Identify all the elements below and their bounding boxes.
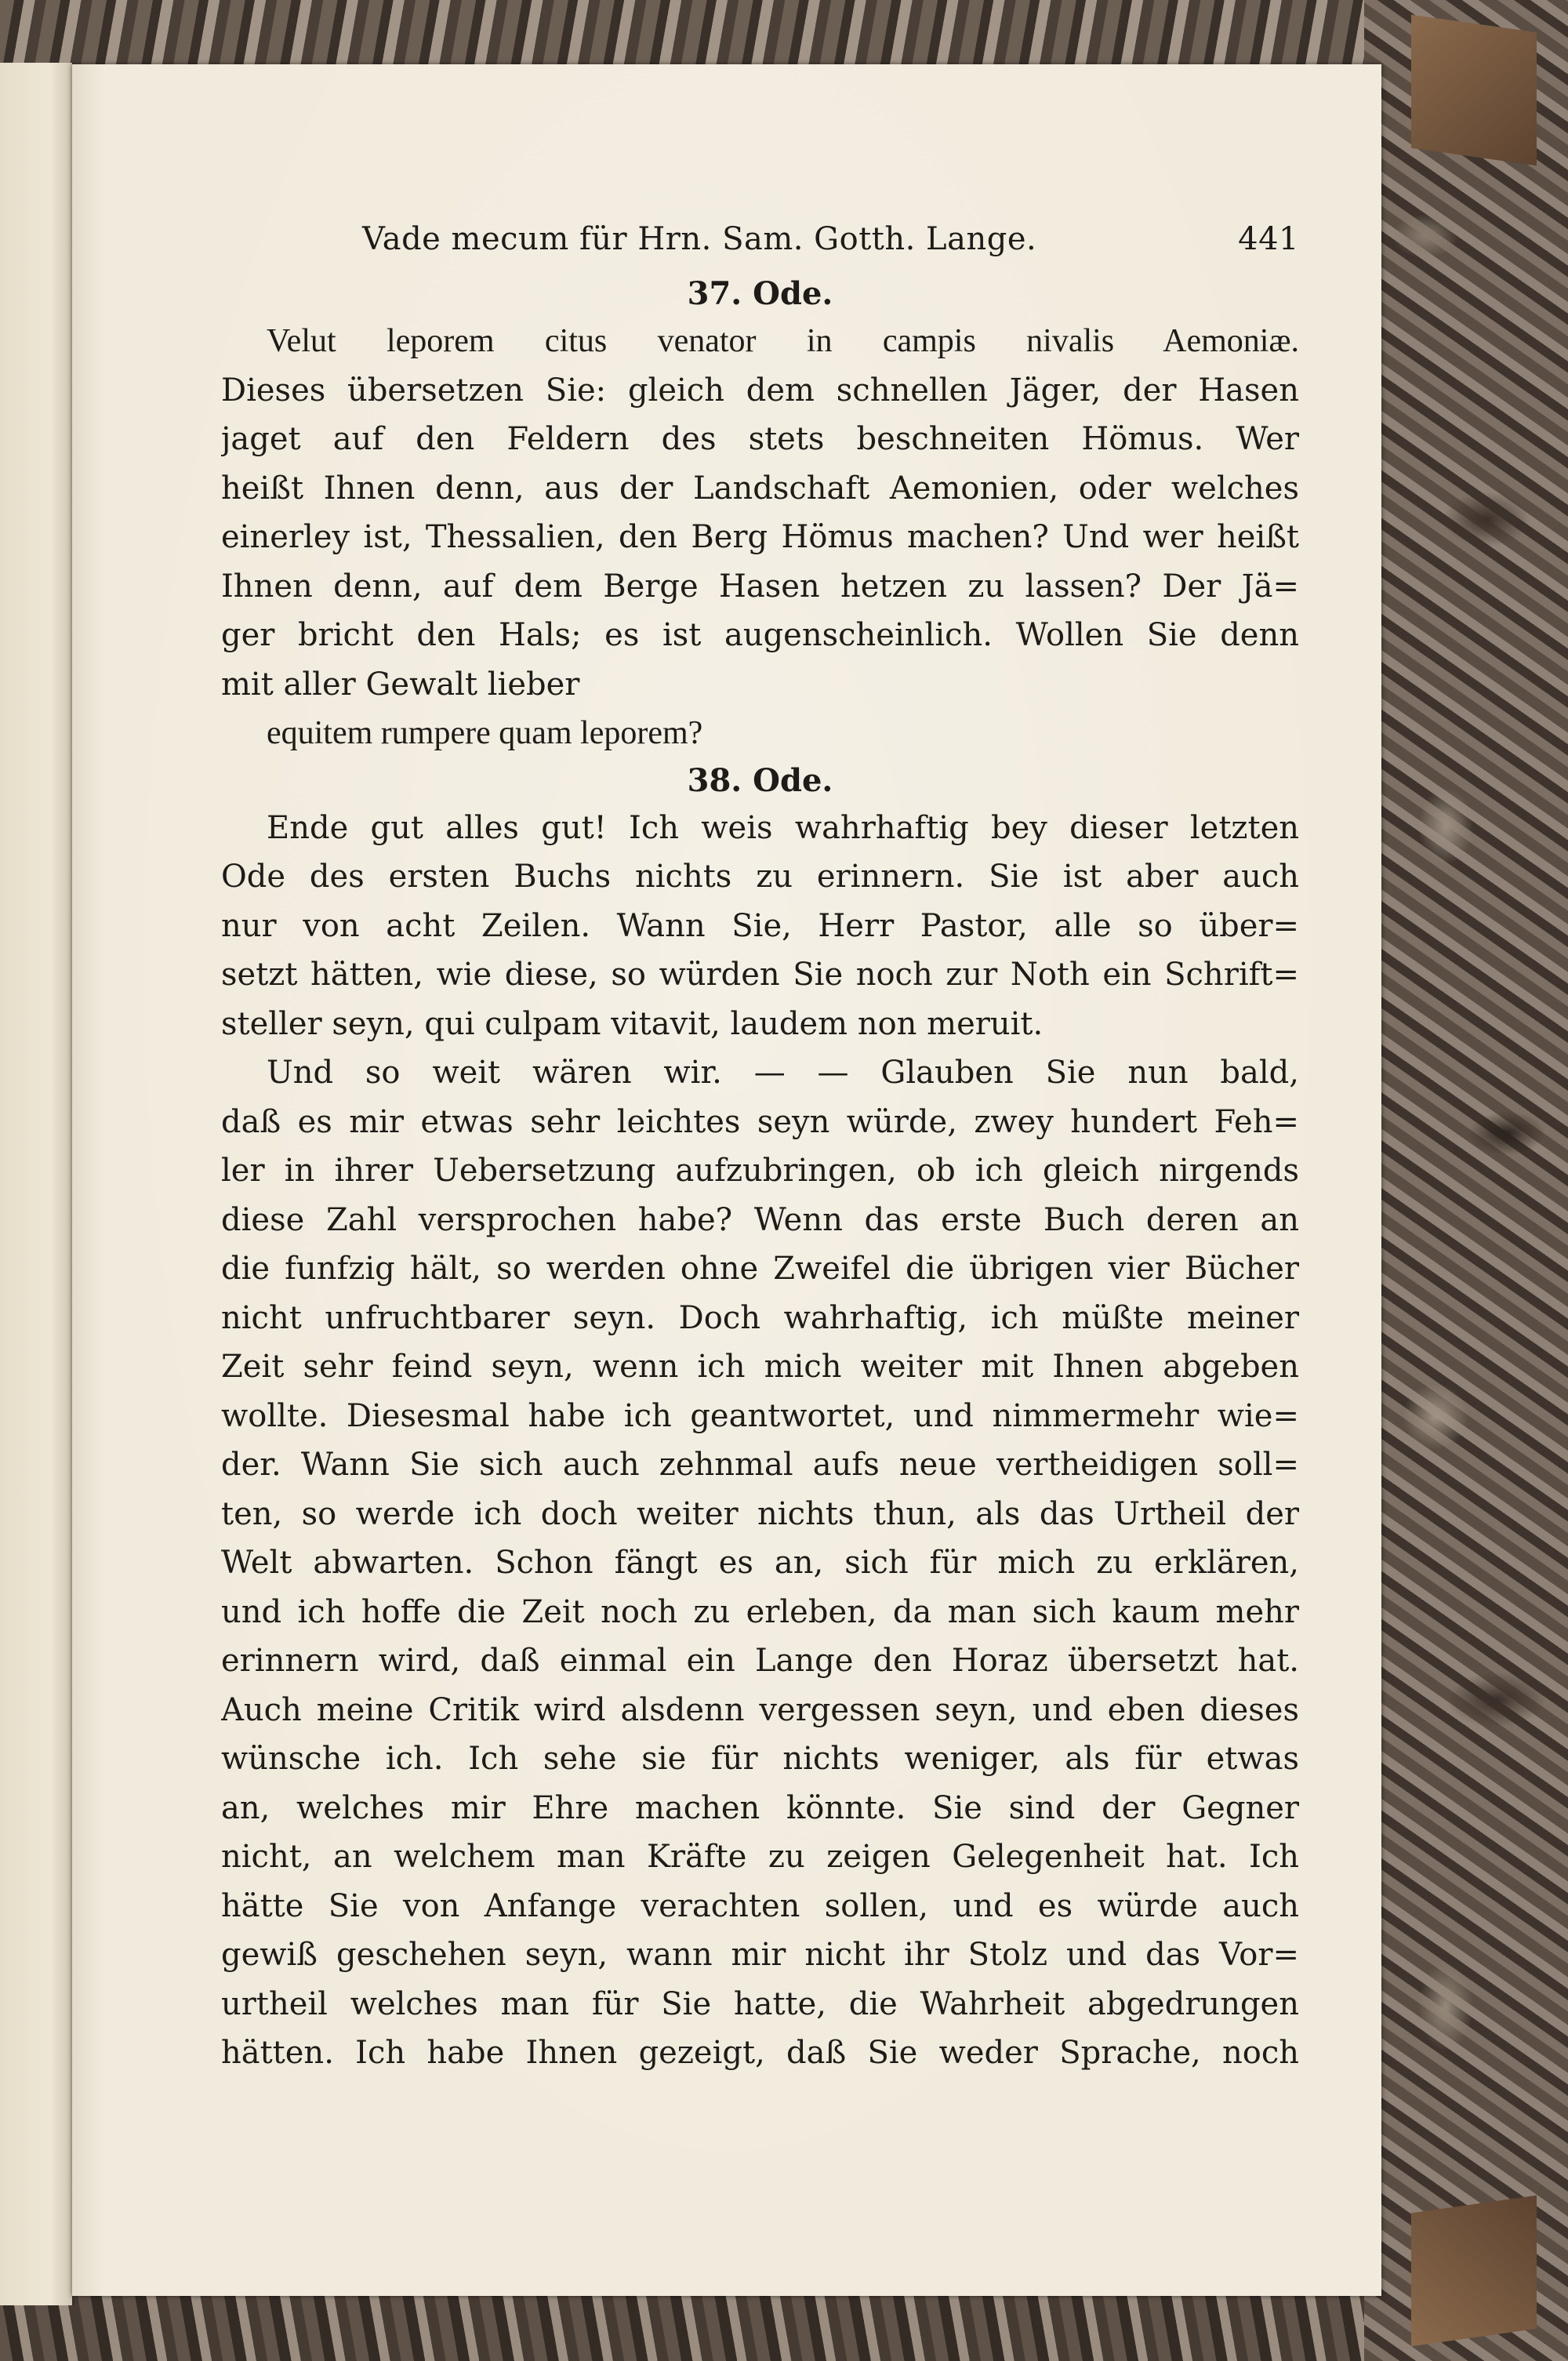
closing-line: hätten. Ich habe Ihnen gezeigt, daß Sie weder Sprache, noch [221, 2035, 1299, 2071]
ode-38-line: setzt hätten, wie diese, so würden Sie noch zur Noth ein Schrift= [221, 957, 1299, 993]
marbled-board-top [0, 0, 1568, 71]
closing-line: Welt abwarten. Schon fängt es an, sich für mich zu erklären, [221, 1545, 1299, 1581]
closing-line: nicht unfruchtbarer seyn. Doch wahrhaftig, ich müßte meiner [221, 1299, 1299, 1336]
marbled-board-right [1364, 0, 1568, 2361]
closing-line: und ich hoffe die Zeit noch zu erleben, da man sich kaum mehr [221, 1593, 1299, 1630]
closing-line: ten, so werde ich doch weiter nichts thun, als das Urtheil der [221, 1495, 1299, 1532]
closing-line: wünsche ich. Ich sehe sie für nichts weniger, als für etwas [221, 1741, 1299, 1777]
closing-line: daß es mir etwas sehr leichtes seyn würde, zwey hundert Feh= [221, 1103, 1299, 1140]
ode-37-line: einerley ist, Thessalien, den Berg Hömus machen? Und wer heißt [221, 519, 1299, 555]
closing-line: diese Zahl versprochen habe? Wenn das erste Buch deren an [221, 1201, 1299, 1238]
running-head [221, 221, 1299, 271]
ode-38-line: nur von acht Zeilen. Wann Sie, Herr Pastor, alle so über= [221, 907, 1299, 944]
ode-37-line: jaget auf den Feldern des stets beschneiten Hömus. Wer [221, 421, 1299, 457]
previous-page-edge [0, 63, 74, 2305]
closing-line: ler in ihrer Uebersetzung aufzubringen, ob ich gleich nirgends [221, 1153, 1299, 1189]
ode-38-heading: 38. Ode. [687, 761, 833, 799]
ode-37-quote: equitem rumpere quam leporem? [267, 715, 703, 751]
marbled-board-bottom [0, 2290, 1568, 2361]
closing-line: die funfzig hält, so werden ohne Zweifel die übrigen vier Bücher [221, 1251, 1299, 1287]
ode-38-line: Ende gut alles gut! Ich weis wahrhaftig bey dieser letzten [267, 809, 1299, 846]
page-text [221, 221, 1299, 2078]
leather-corner-bottom [1411, 2196, 1537, 2346]
closing-line: gewiß geschehen seyn, wann mir nicht ihr Stolz und das Vor= [221, 1937, 1299, 1973]
ode-38-line: steller seyn, qui culpam vitavit, laudem non meruit. [221, 1005, 1044, 1042]
closing-line: hätte Sie von Anfange verachten sollen, und es würde auch [221, 1887, 1299, 1924]
running-title: Vade mecum für Hrn. Sam. Gotth. Lange. [362, 221, 1037, 257]
ode-37-line: Ihnen denn, auf dem Berge Hasen hetzen zu lassen? Der Jä= [221, 568, 1299, 605]
book-page [72, 64, 1381, 2296]
ode-37-line: heißt Ihnen denn, aus der Landschaft Aemonien, oder welches [221, 470, 1299, 507]
closing-line: Und so weit wären wir. — — Glauben Sie nun bald, [267, 1055, 1299, 1091]
ode-37-heading: 37. Ode. [687, 275, 833, 312]
closing-line: Auch meine Critik wird alsdenn vergessen seyn, und eben dieses [221, 1691, 1299, 1728]
ode-38-line: Ode des ersten Buchs nichts zu erinnern. Sie ist aber auch [221, 859, 1299, 895]
closing-line: nicht, an welchem man Kräfte zu zeigen Gelegenheit hat. Ich [221, 1839, 1299, 1875]
closing-line: erinnern wird, daß einmal ein Lange den Horaz übersetzt hat. [221, 1643, 1299, 1679]
closing-line: wollte. Diesesmal habe ich geantwortet, und nimmermehr wie= [221, 1397, 1299, 1434]
ode-37-latin-line: Velut leporem citus venator in campis nivalis Aemoniæ. [267, 323, 1299, 359]
closing-line: an, welches mir Ehre machen könnte. Sie sind der Gegner [221, 1789, 1299, 1826]
closing-line: urtheil welches man für Sie hatte, die Wahrheit abgedrungen [221, 1985, 1299, 2022]
closing-line: der. Wann Sie sich auch zehnmal aufs neue vertheidigen soll= [221, 1447, 1299, 1483]
leather-corner-top [1411, 15, 1537, 165]
ode-37-line: mit aller Gewalt lieber [221, 666, 580, 703]
ode-37-line: Dieses übersetzen Sie: gleich dem schnellen Jäger, der Hasen [221, 372, 1299, 409]
page-number: 441 [1238, 221, 1299, 257]
ode-37-line: ger bricht den Hals; es ist augenscheinlich. Wollen Sie denn [221, 617, 1299, 653]
closing-line: Zeit sehr feind seyn, wenn ich mich weiter mit Ihnen abgeben [221, 1349, 1299, 1385]
